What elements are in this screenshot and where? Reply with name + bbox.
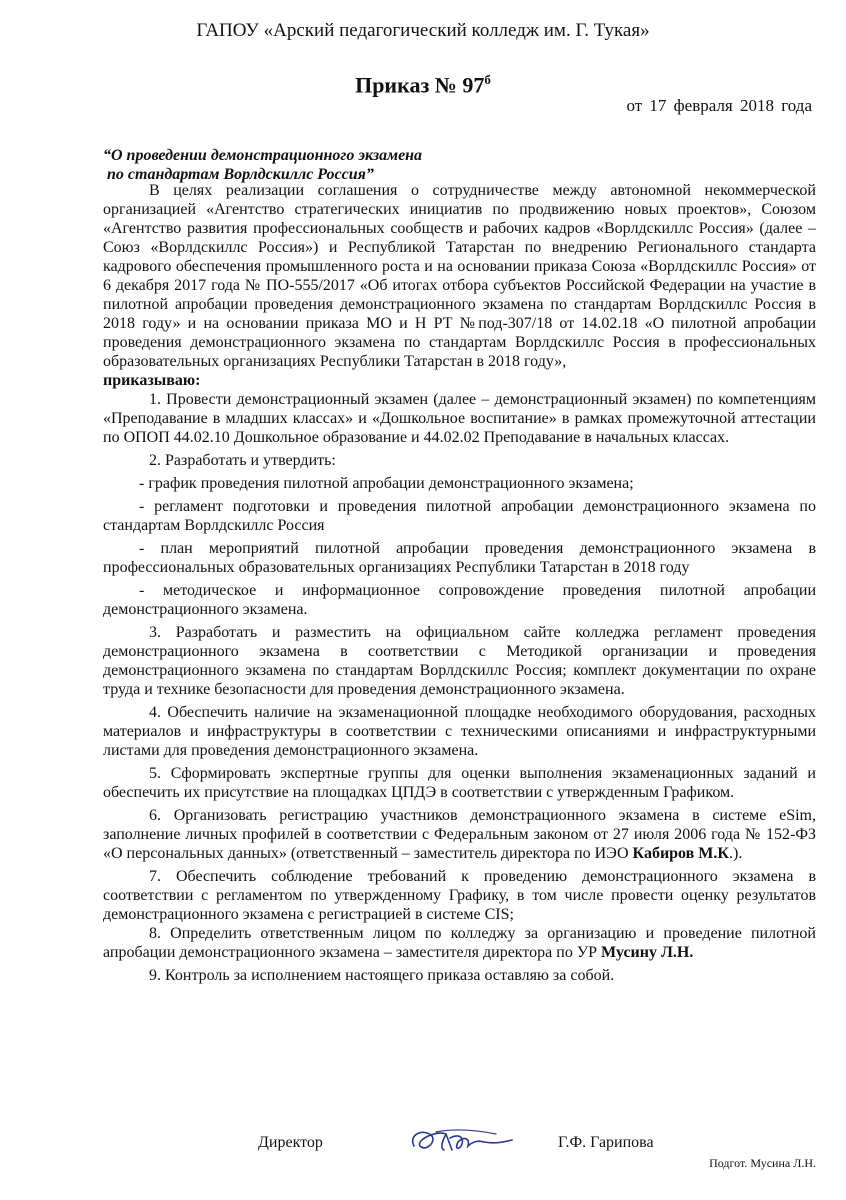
item-8 [103,924,816,962]
item-5: 5. Сформировать экспертные группы для оценки выполнения экзаменационных заданий и обеспечить их присутствие на площадках ЦПДЭ в соответствии с утвержденным Графиком. [103,765,816,801]
subject-line-1: “О проведении демонстрационного экзамена [103,147,423,164]
order-subject [103,146,422,184]
handwritten-signature [406,1124,516,1158]
item-6-end: .). [729,845,743,862]
organization-name: ГАПОУ «Арский педагогический колледж им. Г. Тукая» [196,20,650,41]
item-6 [103,806,816,863]
order-date: от 17 февраля 2018 года [626,96,812,115]
order-body [103,181,816,985]
order-word: приказываю: [103,372,201,389]
order-number-suffix: б [484,72,491,87]
item-9: 9. Контроль за исполнением настоящего приказа оставляю за собой. [149,967,615,984]
item-4: 4. Обеспечить наличие на экзаменационной площадке необходимого оборудования, расходных материалов и инфраструктуры в соответствии с техническими описаниями и инфраструктурными листами для проведения демонстрационного экзамена. [103,704,816,759]
signatory-role: Директор [258,1134,323,1151]
item-2-sub-c: - план мероприятий пилотной апробации проведения демонстрационного экзамена в профессиональных образовательных организациях Республики Татарстан в 2018 году [103,540,816,576]
item-7: 7. Обеспечить соблюдение требований к проведению демонстрационного экзамена в соответствии с регламентом по утвержденному Графику, в том числе провести оценку результатов демонстрационного экзамена с регистрацией в системе CIS; [103,868,816,923]
order-number: Приказ № 97 [355,72,485,98]
signatory-name: Г.Ф. Гарипова [558,1134,654,1151]
item-3: 3. Разработать и разместить на официальном сайте колледжа регламент проведения демонстрационного экзамена в соответствии с Методикой организации и проведения демонстрационного экзамена по стандартам Ворлдскиллс Россия; комплект документации по охране труда и технике безопасности для проведения демонстрационного экзамена. [103,624,816,698]
item-2-sub-a: - график проведения пилотной апробации демонстрационного экзамена; [139,475,634,492]
item-8-responsible: Мусину Л.Н. [601,944,694,961]
item-6-text: 6. Организовать регистрацию участников демонстрационного экзамена в системе eSim, заполнение личных профилей в соответствии с Федеральным законом от 27 июля 2006 года № 152-ФЗ «О персональных данных» (ответственный – заместитель директора по ИЭО [103,807,816,862]
item-1: 1. Провести демонстрационный экзамен (далее – демонстрационный экзамен) по компетенциям «Преподавание в младших классах» и «Дошкольное воспитание» в рамках промежуточной аттестации по ОПОП 44.02.10 Дошкольное образование и 44.02.02 Преподавание в начальных классах. [103,391,816,446]
item-2-sub-d: - методическое и информационное сопровождение проведения пилотной апробации демонстрационного экзамена. [103,582,816,618]
preamble-paragraph: В целях реализации соглашения о сотрудничестве между автономной некоммерческой организацией «Агентство стратегических инициатив по продвижению новых проектов», Союзом «Агентство развития профессиональных сообществ и рабочих кадров «Ворлдскиллс Россия» (далее – Союз «Ворлдскиллс Россия») и Республикой Татарстан по внедрению Регионального стандарта кадрового обеспечения промышленного роста и на основании приказа Союза «Ворлдскиллс Россия» от 6 декабря 2017 года № ПО-555/2017 «Об итогах отбора субъектов Российской Федерации на участие в пилотной апробации проведения демонстрационного экзамена по стандартам Ворлдскиллс Россия в 2018 году» и на основании приказа МО и Н РТ №под-307/18 от 14.02.18 «О пилотной апробации проведения демонстрационного экзамена по стандартам Ворлдскиллс Россия в профессиональных образовательных организациях Республики Татарстан в 2018 году», [103,182,816,370]
item-2-sub-b: - регламент подготовки и проведения пилотной апробации демонстрационного экзамена по стандартам Ворлдскиллс Россия [103,498,816,534]
item-8-text: 8. Определить ответственным лицом по колледжу за организацию и проведение пилотной апробации демонстрационного экзамена – заместителя директора по УР [103,925,816,961]
prepared-by: Подгот. Мусина Л.Н. [709,1156,816,1170]
order-title [0,72,846,98]
subject-line-2: по стандартам Ворлдскиллс Россия” [107,166,374,183]
item-2: 2. Разработать и утвердить: [149,452,336,469]
signature-block [258,1128,758,1168]
item-6-responsible: Кабиров М.К [632,845,729,862]
